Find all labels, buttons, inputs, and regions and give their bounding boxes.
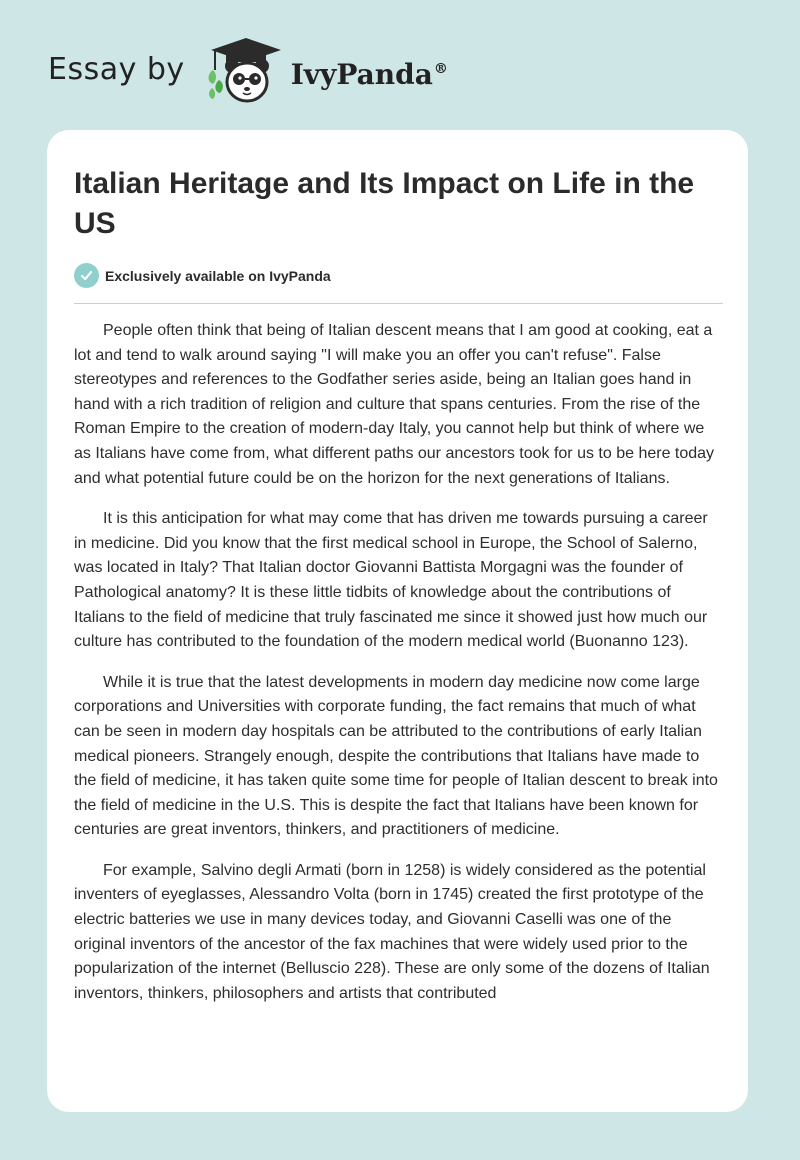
paragraph: People often think that being of Italian descent means that I am good at cooking, eat a lot and tend to walk around saying "I will make you an offer you can't refuse". False stereotypes and references to the Godfather series aside, being an Italian goes hand in hand with a rich tradition of religion and culture that spans centuries. From the rise of the Roman Empire to the creation of modern-day Italy, you cannot help but think of where we as Italians have come from, what different paths our ancestors took for us to be here today and what potential future could be on the horizon for the next generations of Italians.	[74, 322, 715, 487]
paragraph: While it is true that the latest developments in modern day medicine now come large corporations and Universities with corporate funding, the fact remains that much of what can be seen in modern day hospitals can be attributed to the contributions of early Italian medical pioneers. Strangely enough, despite the contributions that Italians have made to the field of medicine, it has taken quite some time for people of Italian descent to break into the field of medicine in the U.S. This is despite the fact that Italians have been known for centuries are great inventors, thinkers, and practitioners of medicine.	[74, 673, 718, 839]
exclusive-badge	[74, 263, 331, 288]
panda-logo-icon	[199, 36, 289, 106]
registered-mark: ®	[433, 61, 448, 78]
essay-card	[47, 130, 748, 1112]
check-icon	[74, 263, 99, 288]
essay-title: Italian Heritage and Its Impact on Life in the US	[74, 167, 695, 240]
essay-body	[74, 319, 724, 1022]
exclusive-label: Exclusively available on IvyPanda	[105, 267, 331, 284]
paragraph: For example, Salvino degli Armati (born in 1258) is widely considered as the potential inventers of eyeglasses, Alessandro Volta (born in 1745) created the first prototype of the electric batteries we use in many devices today, and Giovanni Caselli was one of the original inventors of the ancestor of the fax machines that were widely used prior to the popularization of the internet (Belluscio 228). These are only some of the dozens of Italian inventors, thinkers, philosophers and artists that contributed	[74, 861, 710, 1002]
brand-header[interactable]	[48, 36, 448, 106]
brand-name: IvyPanda®	[290, 57, 448, 91]
brand-prefix: Essay by	[48, 51, 185, 87]
paragraph: It is this anticipation for what may come that has driven me towards pursuing a career in medicine. Did you know that the first medical school in Europe, the School of Salerno, was located in Italy? That Italian doctor Giovanni Battista Morgagni was the founder of Pathological anatomy? It is these little tidbits of knowledge about the contributions of Italians to the field of medicine that truly fascinated me since it showed just how much our culture has contributed to the foundation of the modern medical world (Buonanno 123).	[74, 510, 708, 651]
divider	[74, 303, 723, 304]
